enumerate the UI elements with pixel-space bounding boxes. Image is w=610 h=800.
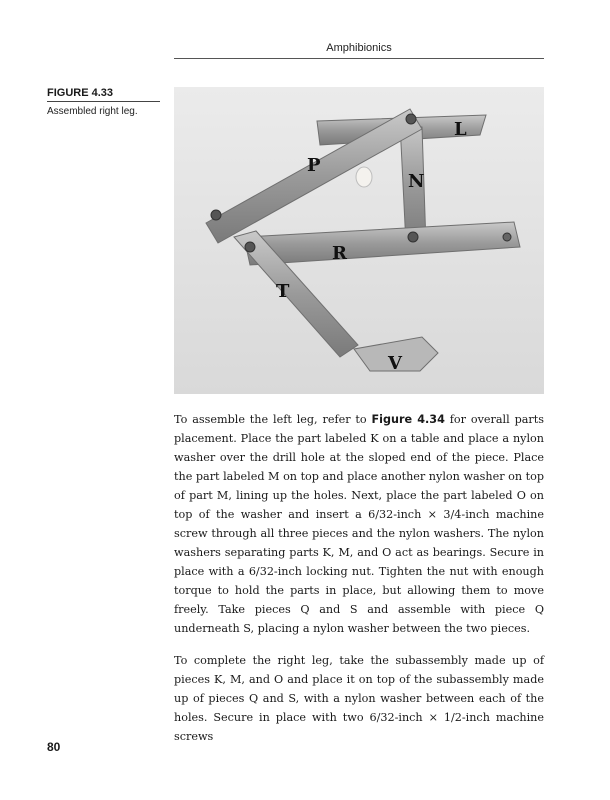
nylon-spacer bbox=[356, 167, 372, 187]
figure-label-rule bbox=[47, 101, 160, 102]
figure-caption: Assembled right leg. bbox=[47, 106, 138, 117]
body-paragraph-2: To complete the right leg, take the subassembly made up of pieces K, M, and O and place it on top of the subassembly made up of pieces Q and S, with a nylon washer between each of the holes. Secure in place with two 6/32-inch × 1/2-inch machine screws bbox=[174, 654, 544, 743]
screw bbox=[211, 210, 221, 220]
page-number: 80 bbox=[47, 740, 61, 754]
screw bbox=[245, 242, 255, 252]
body-paragraph-1: To assemble the left leg, refer to Figure 4.34 for overall parts placement. Place the part labeled K on a table and place a nylon washer over the drill hole at the sloped end of the piece. Place the part labeled M on top and place another nylon washer on top of part M, lining up the holes. Next, place the part labeled O on top of the washer and insert a 6/32-inch × 3/4-inch machine screw through all three pieces and the nylon washers. The nylon washers separating parts K, M, and O act as bearings. Secure in place with a 6/32-inch locking nut. Tighten the nut with enough torque to hold the parts in place, but allowing them to move freely. Take pieces Q and S and assemble with piece Q underneath S, placing a nylon washer between the two pieces. bbox=[174, 413, 545, 635]
part-label-t: T bbox=[276, 281, 290, 302]
figure-reference: Figure 4.34 bbox=[371, 413, 445, 426]
screw bbox=[503, 233, 511, 241]
screw bbox=[408, 232, 418, 242]
part-label-p: P bbox=[307, 155, 321, 176]
figure-label: FIGURE 4.33 bbox=[47, 87, 114, 99]
screw bbox=[406, 114, 416, 124]
part-label-n: N bbox=[408, 171, 425, 192]
part-label-r: R bbox=[332, 243, 347, 264]
part-label-v: V bbox=[388, 353, 402, 374]
part-label-l: L bbox=[454, 119, 467, 140]
assembled-leg-photo bbox=[174, 87, 544, 394]
running-head: Amphibionics bbox=[326, 42, 392, 54]
header-rule bbox=[174, 58, 544, 59]
